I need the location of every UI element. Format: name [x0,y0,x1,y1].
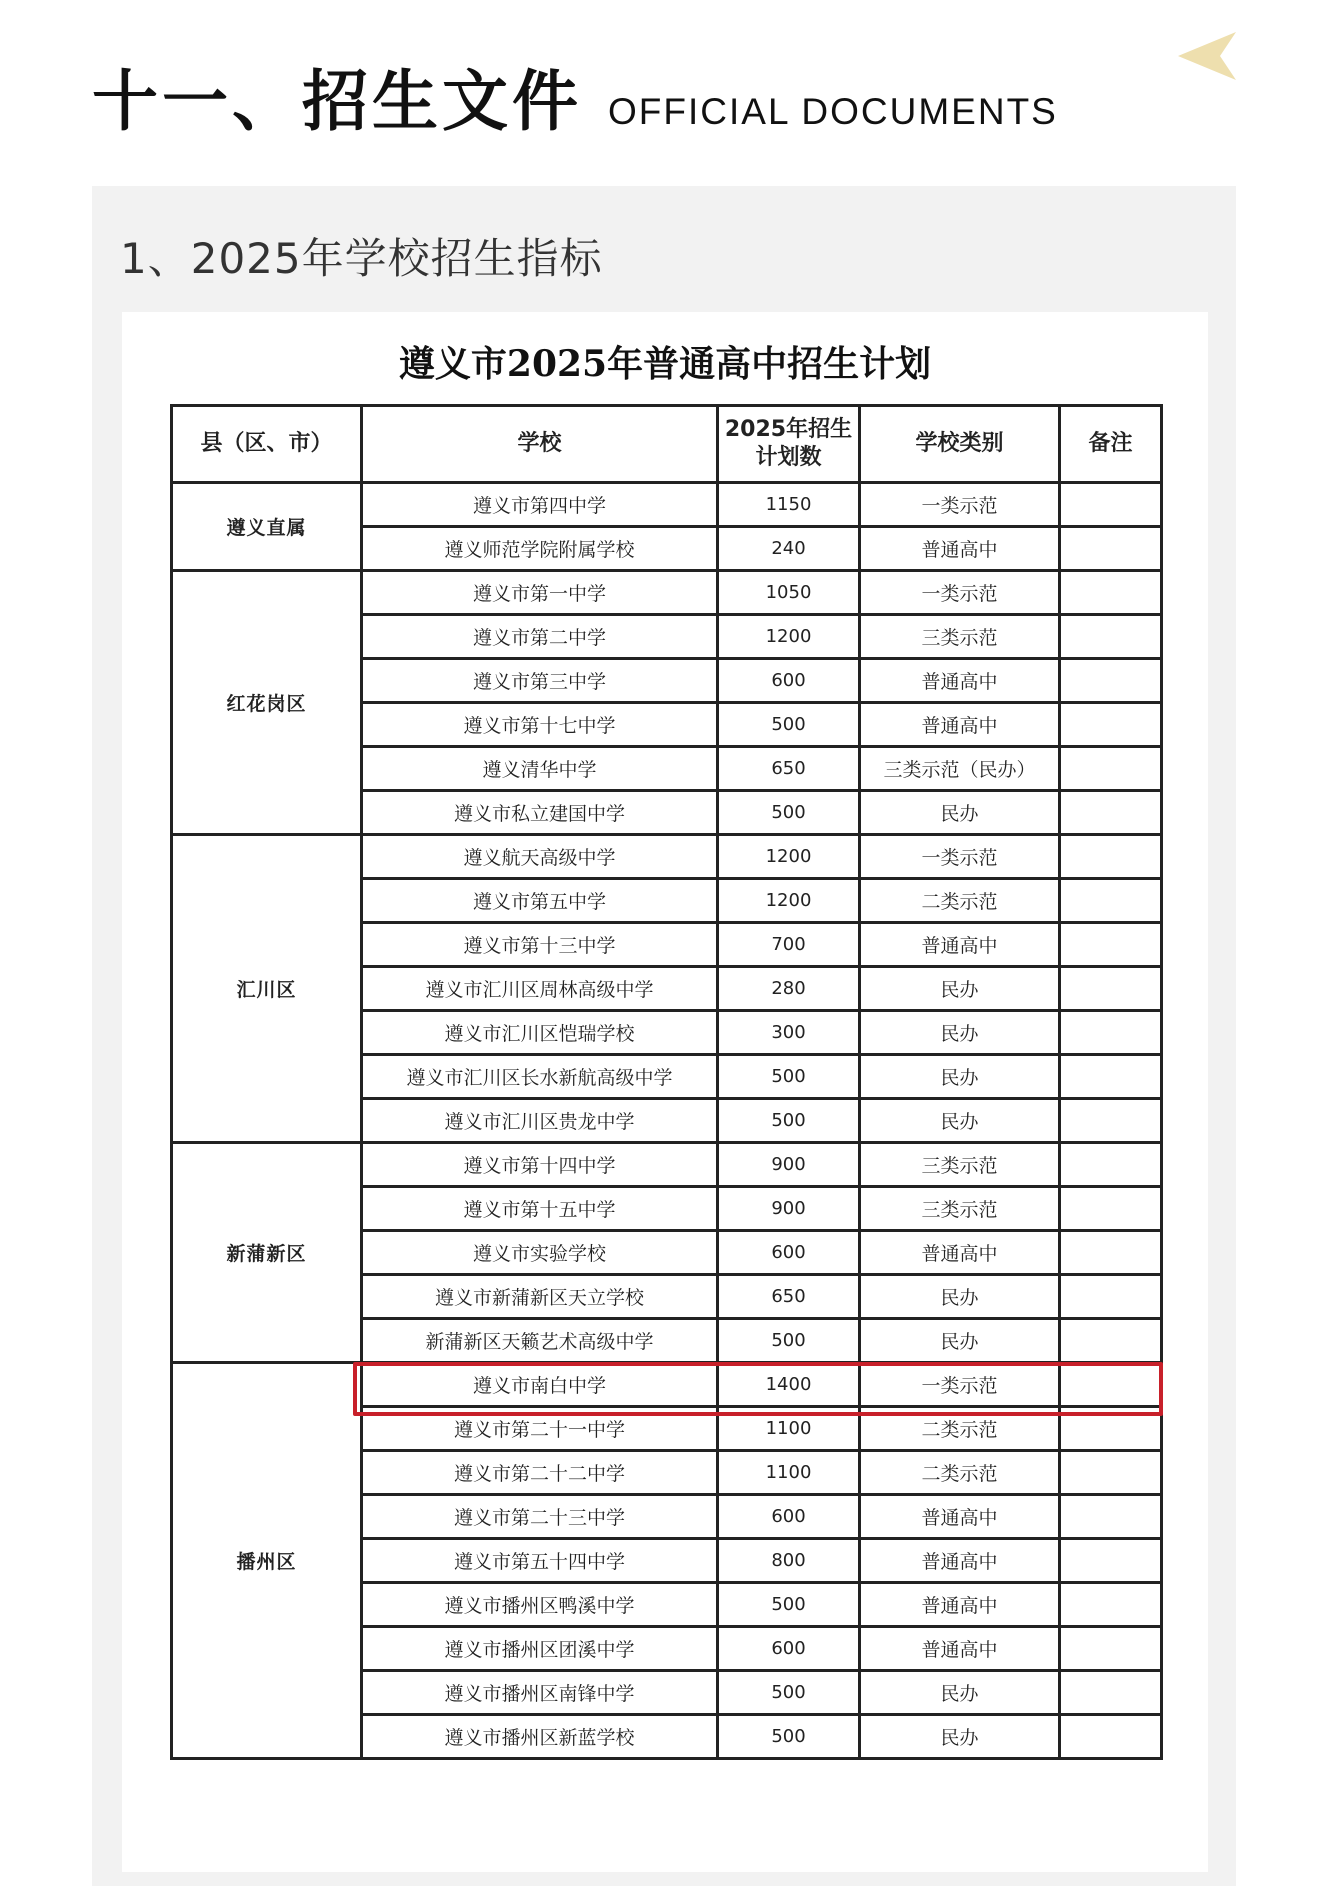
school-cell: 遵义市第五中学 [362,879,718,923]
note-cell [1060,703,1162,747]
district-cell: 播州区 [172,1363,362,1759]
note-cell [1060,1671,1162,1715]
note-cell [1060,1231,1162,1275]
plan-cell: 1200 [718,879,860,923]
page-header [92,62,1058,142]
document-image [122,312,1208,1872]
note-cell [1060,791,1162,835]
category-cell: 普通高中 [860,1627,1060,1671]
plan-cell: 500 [718,1099,860,1143]
category-cell: 民办 [860,1319,1060,1363]
table-row [172,835,1162,879]
school-cell: 遵义市第二十二中学 [362,1451,718,1495]
category-cell: 民办 [860,791,1060,835]
school-cell: 遵义清华中学 [362,747,718,791]
category-cell: 民办 [860,1715,1060,1759]
school-cell: 遵义市汇川区贵龙中学 [362,1099,718,1143]
arrow-left-icon [1170,28,1240,84]
school-cell: 遵义市第三中学 [362,659,718,703]
plan-cell: 500 [718,1715,860,1759]
note-cell [1060,483,1162,527]
page-subtitle: OFFICIAL DOCUMENTS [608,91,1058,132]
plan-cell: 600 [718,1495,860,1539]
plan-cell: 500 [718,703,860,747]
school-cell: 遵义市汇川区恺瑞学校 [362,1011,718,1055]
category-cell: 普通高中 [860,703,1060,747]
table-body [172,483,1162,1759]
note-cell [1060,923,1162,967]
district-cell: 汇川区 [172,835,362,1143]
note-cell [1060,1099,1162,1143]
school-cell: 遵义市南白中学 [362,1363,718,1407]
category-cell: 二类示范 [860,1451,1060,1495]
school-cell: 遵义市第十四中学 [362,1143,718,1187]
plan-cell: 1100 [718,1451,860,1495]
note-cell [1060,1363,1162,1407]
school-cell: 遵义师范学院附属学校 [362,527,718,571]
category-cell: 一类示范 [860,835,1060,879]
plan-cell: 280 [718,967,860,1011]
table-row [172,1143,1162,1187]
school-cell: 遵义市第二十三中学 [362,1495,718,1539]
plan-cell: 1100 [718,1407,860,1451]
note-cell [1060,1495,1162,1539]
plan-cell: 700 [718,923,860,967]
district-cell: 红花岗区 [172,571,362,835]
school-cell: 遵义市汇川区周林高级中学 [362,967,718,1011]
plan-cell: 600 [718,659,860,703]
table-row [172,571,1162,615]
plan-cell: 500 [718,1583,860,1627]
note-cell [1060,1539,1162,1583]
category-cell: 普通高中 [860,1539,1060,1583]
content-panel [92,186,1236,1886]
plan-cell: 650 [718,747,860,791]
category-cell: 普通高中 [860,1495,1060,1539]
plan-cell: 500 [718,791,860,835]
note-cell [1060,1451,1162,1495]
school-cell: 遵义市第一中学 [362,571,718,615]
category-cell: 民办 [860,1099,1060,1143]
category-cell: 一类示范 [860,1363,1060,1407]
note-cell [1060,967,1162,1011]
school-cell: 遵义市第十七中学 [362,703,718,747]
plan-cell: 900 [718,1187,860,1231]
category-cell: 普通高中 [860,659,1060,703]
school-cell: 遵义航天高级中学 [362,835,718,879]
category-cell: 三类示范 [860,1187,1060,1231]
column-header-note: 备注 [1060,406,1162,483]
column-header-category: 学校类别 [860,406,1060,483]
category-cell: 民办 [860,1055,1060,1099]
note-cell [1060,1187,1162,1231]
category-cell: 普通高中 [860,1231,1060,1275]
note-cell [1060,747,1162,791]
plan-cell: 1150 [718,483,860,527]
category-cell: 民办 [860,967,1060,1011]
plan-cell: 1050 [718,571,860,615]
school-cell: 遵义市播州区南锋中学 [362,1671,718,1715]
category-cell: 一类示范 [860,571,1060,615]
enrollment-plan-table [170,404,1163,1760]
plan-cell: 600 [718,1627,860,1671]
note-cell [1060,1407,1162,1451]
note-cell [1060,1715,1162,1759]
school-cell: 遵义市第二十一中学 [362,1407,718,1451]
school-cell: 遵义市第二中学 [362,615,718,659]
category-cell: 普通高中 [860,527,1060,571]
note-cell [1060,1583,1162,1627]
category-cell: 一类示范 [860,483,1060,527]
note-cell [1060,1319,1162,1363]
plan-cell: 650 [718,1275,860,1319]
school-cell: 遵义市第四中学 [362,483,718,527]
school-cell: 遵义市第十五中学 [362,1187,718,1231]
category-cell: 民办 [860,1671,1060,1715]
note-cell [1060,615,1162,659]
plan-cell: 500 [718,1319,860,1363]
note-cell [1060,835,1162,879]
column-header-school: 学校 [362,406,718,483]
school-cell: 新蒲新区天籁艺术高级中学 [362,1319,718,1363]
category-cell: 民办 [860,1011,1060,1055]
category-cell: 二类示范 [860,1407,1060,1451]
plan-cell: 800 [718,1539,860,1583]
note-cell [1060,1627,1162,1671]
school-cell: 遵义市第五十四中学 [362,1539,718,1583]
school-cell: 遵义市播州区鸭溪中学 [362,1583,718,1627]
table-header-row [172,406,1162,483]
district-cell: 遵义直属 [172,483,362,571]
school-cell: 遵义市播州区新蓝学校 [362,1715,718,1759]
note-cell [1060,659,1162,703]
plan-cell: 500 [718,1055,860,1099]
plan-cell: 240 [718,527,860,571]
category-cell: 三类示范 [860,615,1060,659]
category-cell: 民办 [860,1275,1060,1319]
document-title: 遵义市2025年普通高中招生计划 [398,343,932,385]
note-cell [1060,571,1162,615]
table-row [172,483,1162,527]
school-cell: 遵义市第十三中学 [362,923,718,967]
note-cell [1060,1275,1162,1319]
plan-cell: 1200 [718,835,860,879]
column-header-plan: 2025年招生计划数 [718,406,860,483]
plan-cell: 1400 [718,1363,860,1407]
category-cell: 三类示范（民办） [860,747,1060,791]
school-cell: 遵义市播州区团溪中学 [362,1627,718,1671]
category-cell: 三类示范 [860,1143,1060,1187]
school-cell: 遵义市新蒲新区天立学校 [362,1275,718,1319]
section-title: 1、2025年学校招生指标 [120,234,603,283]
plan-cell: 500 [718,1671,860,1715]
table-row [172,1363,1162,1407]
plan-cell: 600 [718,1231,860,1275]
note-cell [1060,1011,1162,1055]
category-cell: 普通高中 [860,923,1060,967]
school-cell: 遵义市私立建国中学 [362,791,718,835]
school-cell: 遵义市汇川区长水新航高级中学 [362,1055,718,1099]
district-cell: 新蒲新区 [172,1143,362,1363]
note-cell [1060,527,1162,571]
plan-cell: 900 [718,1143,860,1187]
page-title: 十一、招生文件 [92,63,582,140]
plan-cell: 1200 [718,615,860,659]
note-cell [1060,1143,1162,1187]
category-cell: 普通高中 [860,1583,1060,1627]
category-cell: 二类示范 [860,879,1060,923]
column-header-district: 县（区、市） [172,406,362,483]
plan-cell: 300 [718,1011,860,1055]
note-cell [1060,879,1162,923]
school-cell: 遵义市实验学校 [362,1231,718,1275]
note-cell [1060,1055,1162,1099]
